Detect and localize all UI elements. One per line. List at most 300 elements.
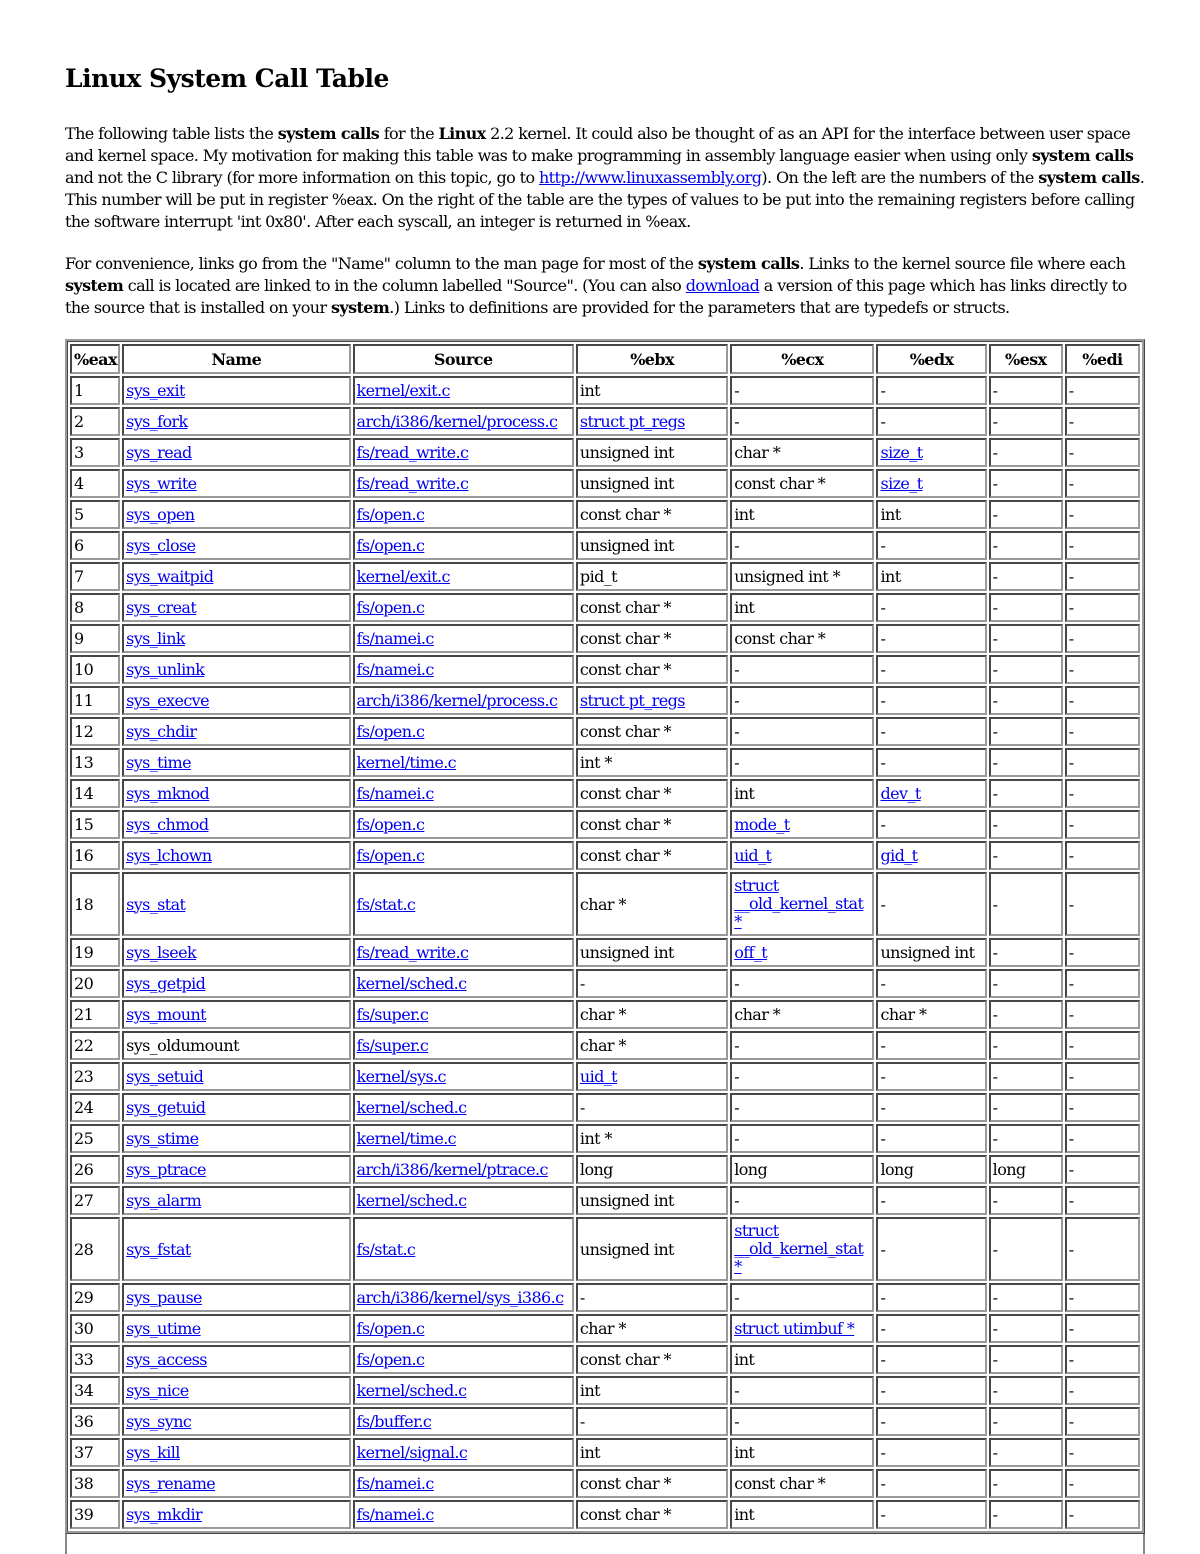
eax-value: 9 — [74, 629, 84, 648]
ecx-value: long — [734, 1160, 768, 1179]
eax-value: 3 — [74, 443, 84, 462]
cell-name — [122, 376, 350, 405]
ecx-link[interactable]: struct __old_kernel_stat * — [734, 876, 864, 931]
cell-esx — [989, 1438, 1063, 1467]
table-row — [70, 1217, 1140, 1281]
cell-ebx — [576, 1407, 728, 1436]
column-header-source: Source — [353, 344, 574, 374]
name-link[interactable]: sys_write — [126, 474, 197, 493]
ecx-link[interactable]: struct utimbuf * — [734, 1319, 855, 1338]
edi-value: - — [1068, 1412, 1074, 1431]
cell-ebx — [576, 1062, 728, 1091]
ecx-value: int — [734, 598, 755, 617]
eax-value: 7 — [74, 567, 84, 586]
eax-value: 30 — [74, 1319, 94, 1338]
cell-edi — [1065, 624, 1140, 653]
ebx-link[interactable]: struct pt_regs — [579, 691, 685, 710]
ecx-link[interactable]: mode_t — [734, 815, 790, 834]
name-link[interactable]: sys_exit — [126, 381, 185, 400]
cell-eax — [70, 779, 120, 808]
name-link[interactable]: sys_fork — [126, 412, 188, 431]
ebx-value: - — [579, 1412, 585, 1431]
table-row — [70, 655, 1140, 684]
name-link[interactable]: sys_lchown — [126, 846, 212, 865]
esx-value: - — [992, 1505, 998, 1524]
source-link[interactable]: kernel/sched.c — [356, 1381, 467, 1400]
source-link[interactable]: fs/open.c — [356, 536, 425, 555]
cell-edx — [876, 1124, 986, 1153]
cell-ebx — [576, 686, 728, 715]
table-row — [70, 748, 1140, 777]
cell-esx — [989, 1062, 1063, 1091]
cell-name — [122, 1186, 350, 1215]
cell-source — [353, 969, 574, 998]
cell-eax — [70, 624, 120, 653]
ecx-link[interactable]: uid_t — [734, 846, 772, 865]
name-link[interactable]: sys_ptrace — [126, 1160, 206, 1179]
source-link[interactable]: fs/buffer.c — [356, 1412, 432, 1431]
cell-ebx — [576, 938, 728, 967]
cell-ecx — [730, 593, 874, 622]
table-row — [70, 779, 1140, 808]
name-link[interactable]: sys_getpid — [126, 974, 206, 993]
source-link[interactable]: fs/namei.c — [356, 660, 434, 679]
edi-value: - — [1068, 1319, 1074, 1338]
cell-ecx — [730, 624, 874, 653]
source-link[interactable]: arch/i386/kernel/ptrace.c — [356, 1160, 548, 1179]
esx-value: - — [992, 567, 998, 586]
intro-link[interactable]: http://www.linuxassembly.org — [538, 168, 762, 187]
edx-value: int — [880, 567, 901, 586]
cell-esx — [989, 841, 1063, 870]
cell-edx — [876, 593, 986, 622]
ebx-value: unsigned int — [579, 943, 674, 962]
cell-edx — [876, 810, 986, 839]
syscall-table — [65, 339, 1145, 1534]
source-link[interactable]: fs/namei.c — [356, 1505, 434, 1524]
cell-source — [353, 500, 574, 529]
edi-value: - — [1068, 722, 1074, 741]
cell-ecx — [730, 407, 874, 436]
eax-value: 29 — [74, 1288, 94, 1307]
cell-edx — [876, 1407, 986, 1436]
esx-value: - — [992, 1129, 998, 1148]
eax-value: 39 — [74, 1505, 94, 1524]
edi-value: - — [1068, 1443, 1074, 1462]
intro-bold-text: system — [65, 276, 124, 295]
source-link[interactable]: fs/read_write.c — [356, 474, 469, 493]
cell-name — [122, 841, 350, 870]
ecx-link[interactable]: struct __old_kernel_stat * — [734, 1221, 864, 1276]
source-link[interactable]: fs/open.c — [356, 846, 425, 865]
source-link[interactable]: fs/namei.c — [356, 1474, 434, 1493]
source-link[interactable]: fs/stat.c — [356, 1239, 416, 1259]
ecx-value: - — [734, 1129, 740, 1148]
ebx-value: const char * — [579, 815, 671, 834]
cell-eax — [70, 531, 120, 560]
cell-edi — [1065, 376, 1140, 405]
intro-text: For convenience, links go from the "Name" column to the man page for most of the — [65, 254, 698, 273]
ecx-value: - — [734, 660, 740, 679]
intro-text: ). On the left are the numbers of the — [761, 168, 1039, 187]
ebx-value: const char * — [579, 505, 671, 524]
cell-edx — [876, 748, 986, 777]
esx-value: - — [992, 1381, 998, 1400]
edi-value: - — [1068, 381, 1074, 400]
name-link[interactable]: sys_stime — [126, 1129, 199, 1148]
name-link[interactable]: sys_open — [126, 505, 195, 524]
cell-source — [353, 469, 574, 498]
cell-edx — [876, 655, 986, 684]
cell-source — [353, 1345, 574, 1374]
edi-value: - — [1068, 815, 1074, 834]
esx-value: - — [992, 846, 998, 865]
edi-value: - — [1068, 505, 1074, 524]
cell-edx — [876, 624, 986, 653]
name-link[interactable]: sys_sync — [126, 1412, 192, 1431]
name-link[interactable]: sys_link — [126, 629, 185, 648]
cell-edx — [876, 872, 986, 936]
cell-ebx — [576, 593, 728, 622]
edx-value: unsigned int — [880, 943, 975, 962]
esx-value: - — [992, 722, 998, 741]
cell-eax — [70, 810, 120, 839]
eax-value: 2 — [74, 412, 84, 431]
table-row — [70, 562, 1140, 591]
source-link[interactable]: kernel/sys.c — [356, 1067, 446, 1086]
name-link[interactable]: sys_mknod — [126, 784, 210, 803]
cell-esx — [989, 1283, 1063, 1312]
cell-esx — [989, 469, 1063, 498]
source-link[interactable]: kernel/signal.c — [356, 1443, 468, 1462]
edx-link[interactable]: dev_t — [880, 784, 921, 803]
name-link[interactable]: sys_time — [126, 753, 191, 772]
cell-esx — [989, 1124, 1063, 1153]
cell-esx — [989, 748, 1063, 777]
edx-value: - — [880, 1474, 886, 1493]
name-link[interactable]: sys_kill — [126, 1443, 180, 1462]
ebx-value: const char * — [579, 598, 671, 617]
name-link[interactable]: sys_close — [126, 536, 196, 555]
eax-value: 26 — [74, 1160, 94, 1179]
source-link[interactable]: fs/open.c — [356, 598, 425, 617]
name-link[interactable]: sys_mount — [126, 1005, 206, 1024]
ecx-value: - — [734, 722, 740, 741]
cell-ecx — [730, 1031, 874, 1060]
cell-source — [353, 438, 574, 467]
source-link[interactable]: kernel/sched.c — [356, 1098, 467, 1117]
eax-value: 4 — [74, 474, 84, 493]
cell-name — [122, 1407, 350, 1436]
cell-edx — [876, 1217, 986, 1281]
source-link[interactable]: arch/i386/kernel/process.c — [356, 691, 558, 710]
name-link[interactable]: sys_pause — [126, 1288, 202, 1307]
cell-edx — [876, 841, 986, 870]
ebx-value: int * — [579, 1129, 612, 1148]
source-link[interactable]: fs/open.c — [356, 1319, 425, 1338]
edx-value: - — [880, 691, 886, 710]
cell-name — [122, 1000, 350, 1029]
esx-value: - — [992, 1067, 998, 1086]
cell-edx — [876, 407, 986, 436]
intro-bold-text: system calls — [1031, 146, 1134, 165]
cell-esx — [989, 407, 1063, 436]
cell-edi — [1065, 1407, 1140, 1436]
name-link[interactable]: sys_setuid — [126, 1067, 204, 1086]
name-link[interactable]: sys_unlink — [126, 660, 205, 679]
name-link[interactable]: sys_creat — [126, 598, 197, 617]
ebx-value: const char * — [579, 784, 671, 803]
edx-value: - — [880, 660, 886, 679]
intro-paragraph-2 — [65, 253, 1145, 319]
name-link[interactable]: sys_utime — [126, 1319, 201, 1338]
name-link[interactable]: sys_read — [126, 443, 192, 462]
cell-esx — [989, 810, 1063, 839]
cell-eax — [70, 1124, 120, 1153]
name-link[interactable]: sys_waitpid — [126, 567, 214, 586]
cell-name — [122, 779, 350, 808]
name-link[interactable]: sys_lseek — [126, 943, 197, 962]
cell-edi — [1065, 1062, 1140, 1091]
cell-ebx — [576, 872, 728, 936]
eax-value: 24 — [74, 1098, 94, 1117]
table-row — [70, 717, 1140, 746]
edx-link[interactable]: gid_t — [880, 846, 918, 865]
cell-eax — [70, 1031, 120, 1060]
cell-edx — [876, 1314, 986, 1343]
cell-source — [353, 562, 574, 591]
edi-value: - — [1068, 536, 1074, 555]
cell-eax — [70, 748, 120, 777]
ebx-link[interactable]: uid_t — [579, 1067, 618, 1086]
cell-ebx — [576, 1438, 728, 1467]
source-link[interactable]: fs/namei.c — [356, 629, 434, 648]
ebx-value: int * — [579, 753, 612, 772]
table-header-row — [70, 344, 1140, 374]
edi-value: - — [1068, 974, 1074, 993]
cell-esx — [989, 1314, 1063, 1343]
eax-value: 1 — [74, 381, 84, 400]
eax-value: 16 — [74, 846, 94, 865]
table-row — [70, 1345, 1140, 1374]
cell-eax — [70, 593, 120, 622]
edx-value: - — [880, 974, 886, 993]
cell-edi — [1065, 872, 1140, 936]
edi-value: - — [1068, 1098, 1074, 1117]
ebx-value: int — [579, 1443, 600, 1462]
ecx-value: unsigned int * — [734, 567, 841, 586]
table-row — [70, 376, 1140, 405]
source-link[interactable]: kernel/sched.c — [356, 1191, 467, 1210]
cell-eax — [70, 1000, 120, 1029]
edx-link[interactable]: size_t — [880, 474, 923, 493]
name-link[interactable]: sys_mkdir — [126, 1505, 203, 1524]
source-link[interactable]: kernel/time.c — [356, 1129, 457, 1148]
source-link[interactable]: fs/read_write.c — [356, 443, 469, 462]
source-link[interactable]: fs/open.c — [356, 1350, 425, 1369]
cell-eax — [70, 438, 120, 467]
name-link[interactable]: sys_getuid — [126, 1098, 206, 1117]
eax-value: 11 — [74, 691, 94, 710]
column-header-ecx: %ecx — [730, 344, 874, 374]
intro-text: for the — [379, 124, 439, 143]
esx-value: - — [992, 1239, 998, 1259]
source-link[interactable]: fs/open.c — [356, 505, 425, 524]
cell-edi — [1065, 1155, 1140, 1184]
cell-eax — [70, 841, 120, 870]
esx-value: - — [992, 536, 998, 555]
cell-esx — [989, 686, 1063, 715]
cell-source — [353, 841, 574, 870]
cell-esx — [989, 1345, 1063, 1374]
edx-value: - — [880, 1239, 886, 1259]
edi-value: - — [1068, 784, 1074, 803]
intro-text: . Links to the kernel source file where each — [799, 254, 1126, 273]
esx-value: - — [992, 1036, 998, 1055]
ebx-link[interactable]: struct pt_regs — [579, 412, 685, 431]
cell-eax — [70, 655, 120, 684]
cell-ecx — [730, 1155, 874, 1184]
ebx-value: - — [579, 974, 585, 993]
edx-value: - — [880, 1129, 886, 1148]
cell-ebx — [576, 1314, 728, 1343]
intro-link[interactable]: download — [685, 276, 760, 295]
cell-ecx — [730, 779, 874, 808]
cell-name — [122, 1345, 350, 1374]
edi-value: - — [1068, 1067, 1074, 1086]
name-link[interactable]: sys_access — [126, 1350, 207, 1369]
ecx-link[interactable]: off_t — [734, 943, 768, 962]
cell-name — [122, 593, 350, 622]
esx-value: - — [992, 505, 998, 524]
edi-value: - — [1068, 629, 1074, 648]
name-link[interactable]: sys_rename — [126, 1474, 216, 1493]
cell-ecx — [730, 1124, 874, 1153]
intro-text: .) Links to definitions are provided for the parameters that are typedefs or structs. — [389, 298, 1010, 317]
cell-name — [122, 1217, 350, 1281]
cell-eax — [70, 686, 120, 715]
cell-ebx — [576, 779, 728, 808]
eax-value: 5 — [74, 505, 84, 524]
table-row — [70, 1376, 1140, 1405]
edi-value: - — [1068, 1288, 1074, 1307]
esx-value: - — [992, 1005, 998, 1024]
cell-eax — [70, 1345, 120, 1374]
source-link[interactable]: kernel/time.c — [356, 753, 457, 772]
cell-source — [353, 938, 574, 967]
source-link[interactable]: kernel/exit.c — [356, 381, 450, 400]
cell-edi — [1065, 593, 1140, 622]
ebx-value: unsigned int — [579, 1191, 674, 1210]
cell-edx — [876, 1186, 986, 1215]
cell-name — [122, 1438, 350, 1467]
cell-source — [353, 531, 574, 560]
source-link[interactable]: fs/open.c — [356, 722, 425, 741]
edi-value: - — [1068, 1350, 1074, 1369]
ecx-value: char * — [734, 1005, 781, 1024]
esx-value: - — [992, 1319, 998, 1338]
source-link[interactable]: fs/read_write.c — [356, 943, 469, 962]
edx-value: - — [880, 1098, 886, 1117]
source-link[interactable]: fs/super.c — [356, 1036, 429, 1055]
cell-name — [122, 1283, 350, 1312]
cell-source — [353, 1186, 574, 1215]
table-row — [70, 1031, 1140, 1060]
edx-link[interactable]: size_t — [880, 443, 923, 462]
source-link[interactable]: fs/super.c — [356, 1005, 429, 1024]
cell-ebx — [576, 376, 728, 405]
cell-source — [353, 1124, 574, 1153]
cell-edi — [1065, 1469, 1140, 1498]
cell-edx — [876, 1438, 986, 1467]
cell-esx — [989, 531, 1063, 560]
source-link[interactable]: arch/i386/kernel/process.c — [356, 412, 558, 431]
cell-eax — [70, 969, 120, 998]
ecx-value: - — [734, 1191, 740, 1210]
name-link[interactable]: sys_execve — [126, 691, 209, 710]
name-link[interactable]: sys_nice — [126, 1381, 189, 1400]
ebx-value: char * — [579, 1319, 626, 1338]
cell-source — [353, 1438, 574, 1467]
source-link[interactable]: kernel/sched.c — [356, 974, 467, 993]
cell-name — [122, 748, 350, 777]
name-link[interactable]: sys_stat — [126, 894, 186, 914]
ecx-value: int — [734, 1350, 755, 1369]
source-link[interactable]: fs/namei.c — [356, 784, 434, 803]
cell-edx — [876, 717, 986, 746]
edx-value: - — [880, 753, 886, 772]
esx-value: - — [992, 660, 998, 679]
cell-name — [122, 469, 350, 498]
ecx-value: const char * — [734, 1474, 826, 1493]
cell-ecx — [730, 1407, 874, 1436]
cell-esx — [989, 717, 1063, 746]
cell-ecx — [730, 841, 874, 870]
cell-edi — [1065, 1124, 1140, 1153]
ebx-value: int — [579, 1381, 600, 1400]
cell-name — [122, 531, 350, 560]
source-link[interactable]: fs/stat.c — [356, 894, 416, 914]
ecx-value: - — [734, 753, 740, 772]
cell-edi — [1065, 1031, 1140, 1060]
name-link[interactable]: sys_fstat — [126, 1239, 191, 1259]
ecx-value: const char * — [734, 629, 826, 648]
cell-edi — [1065, 531, 1140, 560]
source-link[interactable]: fs/open.c — [356, 815, 425, 834]
cell-edx — [876, 562, 986, 591]
cell-source — [353, 1031, 574, 1060]
ebx-value: const char * — [579, 660, 671, 679]
edx-value: - — [880, 722, 886, 741]
ecx-value: int — [734, 784, 755, 803]
cell-edi — [1065, 810, 1140, 839]
cell-name — [122, 624, 350, 653]
cell-edx — [876, 1062, 986, 1091]
cell-esx — [989, 655, 1063, 684]
intro-text: call is located are linked to in the column labelled "Source". (You can also — [123, 276, 686, 295]
cell-eax — [70, 1283, 120, 1312]
cell-name — [122, 969, 350, 998]
cell-edx — [876, 779, 986, 808]
cell-name — [122, 1469, 350, 1498]
cell-eax — [70, 469, 120, 498]
source-link[interactable]: kernel/exit.c — [356, 567, 450, 586]
name-link[interactable]: sys_chmod — [126, 815, 209, 834]
name-link[interactable]: sys_chdir — [126, 722, 197, 741]
ebx-value: const char * — [579, 1474, 671, 1493]
source-link[interactable]: arch/i386/kernel/sys_i386.c — [356, 1288, 564, 1307]
name-link[interactable]: sys_alarm — [126, 1191, 202, 1210]
